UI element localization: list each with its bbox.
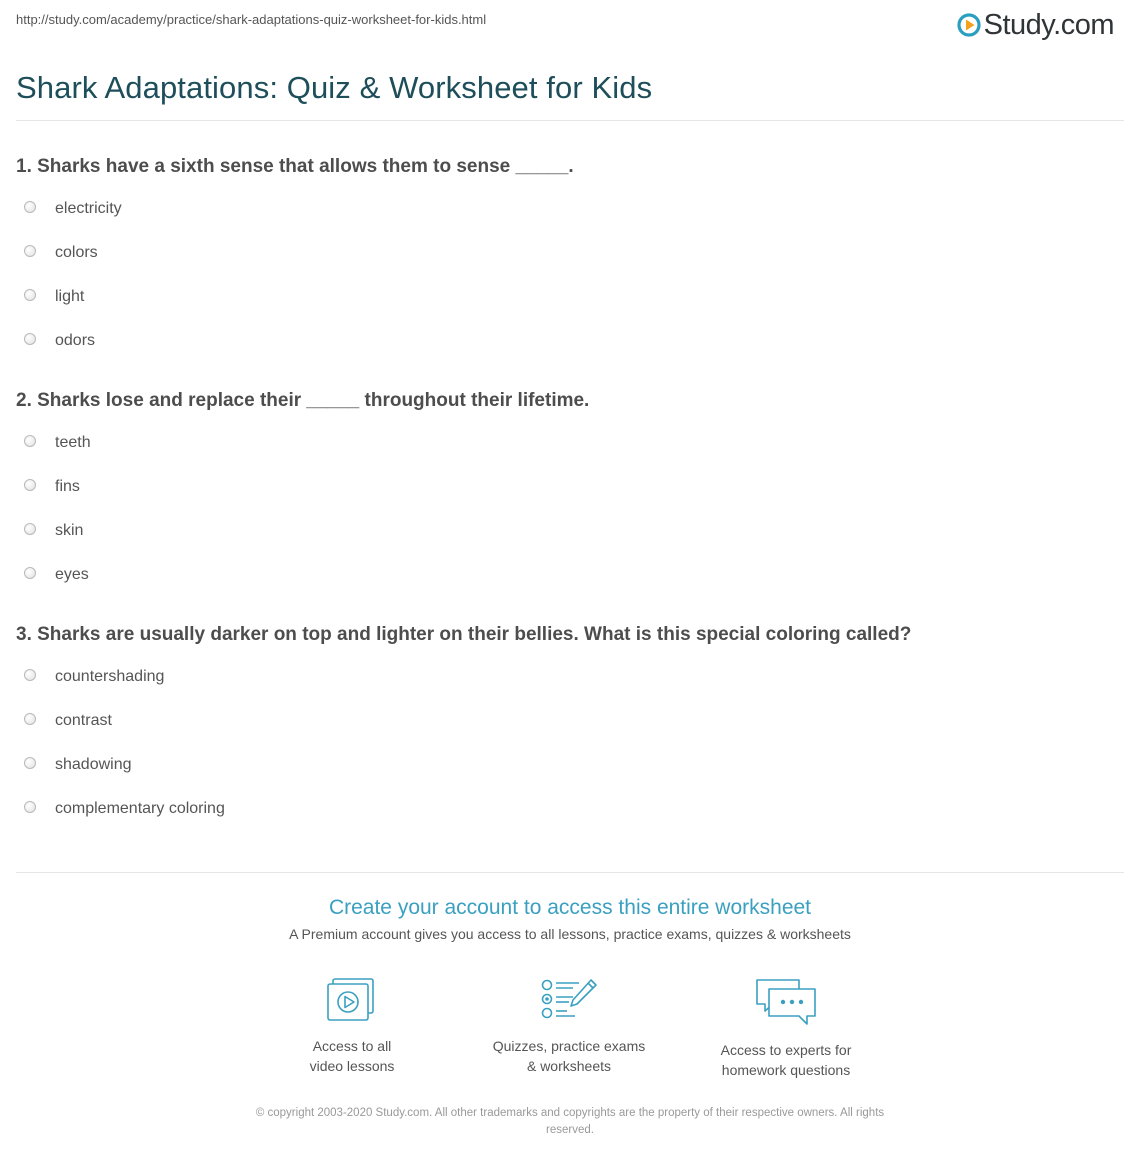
radio-button[interactable] — [24, 201, 36, 213]
answer-options — [16, 188, 1124, 364]
cta-title[interactable]: Create your account to access this entire worksheet — [328, 896, 812, 919]
radio-button[interactable] — [24, 523, 36, 535]
feature-experts — [686, 976, 886, 1080]
divider — [16, 872, 1124, 873]
page-title: Shark Adaptations: Quiz & Worksheet for Kids — [16, 70, 653, 105]
option-label: shadowing — [55, 756, 132, 773]
option-label: complementary coloring — [55, 800, 225, 817]
option-label: light — [55, 288, 85, 305]
option-label: eyes — [55, 566, 89, 583]
answer-option[interactable] — [16, 744, 1124, 788]
answer-options — [16, 422, 1124, 598]
answer-option[interactable] — [16, 422, 1124, 466]
radio-button[interactable] — [24, 567, 36, 579]
option-label: electricity — [55, 200, 122, 217]
answer-option[interactable] — [16, 510, 1124, 554]
play-circle-icon — [957, 13, 981, 37]
answer-option[interactable] — [16, 320, 1124, 364]
radio-button[interactable] — [24, 435, 36, 447]
question-2 — [16, 386, 1124, 598]
answer-option[interactable] — [16, 232, 1124, 276]
radio-button[interactable] — [24, 801, 36, 813]
study-logo[interactable] — [957, 6, 1114, 44]
logo-text: Study.com — [983, 8, 1114, 41]
radio-button[interactable] — [24, 289, 36, 301]
divider — [16, 120, 1124, 121]
feature-line: Quizzes, practice exams — [492, 1038, 646, 1054]
option-label: odors — [55, 332, 96, 349]
option-label: countershading — [55, 668, 165, 685]
radio-button[interactable] — [24, 479, 36, 491]
radio-button[interactable] — [24, 669, 36, 681]
video-lessons-icon — [324, 976, 380, 1024]
option-label: fins — [55, 478, 80, 495]
top-bar — [0, 0, 1140, 50]
option-label: contrast — [55, 712, 112, 729]
option-label: colors — [55, 244, 98, 261]
radio-button[interactable] — [24, 713, 36, 725]
feature-line: Access to all — [312, 1038, 392, 1054]
feature-video-lessons — [252, 976, 452, 1076]
page-url: http://study.com/academy/practice/shark-adaptations-quiz-worksheet-for-kids.html — [16, 12, 487, 27]
answer-option[interactable] — [16, 656, 1124, 700]
feature-line: video lessons — [309, 1058, 395, 1074]
answer-option[interactable] — [16, 276, 1124, 320]
answer-options — [16, 656, 1124, 832]
quiz-checklist-icon — [539, 976, 599, 1024]
radio-button[interactable] — [24, 757, 36, 769]
chat-experts-icon — [753, 976, 819, 1028]
option-label: skin — [55, 522, 84, 539]
question-text: 2. Sharks lose and replace their _____ throughout their lifetime. — [16, 390, 590, 411]
answer-option[interactable] — [16, 466, 1124, 510]
answer-option[interactable] — [16, 554, 1124, 598]
radio-button[interactable] — [24, 333, 36, 345]
copyright — [210, 1105, 930, 1139]
feature-quizzes — [469, 976, 669, 1076]
radio-button[interactable] — [24, 245, 36, 257]
answer-option[interactable] — [16, 700, 1124, 744]
question-text: 3. Sharks are usually darker on top and lighter on their bellies. What is this special coloring called? — [16, 624, 912, 645]
question-text: 1. Sharks have a sixth sense that allows them to sense _____. — [16, 156, 574, 177]
question-3 — [16, 620, 1124, 832]
copyright-line: © copyright 2003-2020 Study.com. All other trademarks and copyrights are the property of their respective owners. All rights — [255, 1107, 885, 1119]
feature-line: Access to experts for — [720, 1042, 852, 1058]
cta-subtitle: A Premium account gives you access to all lessons, practice exams, quizzes & worksheets — [289, 926, 851, 942]
copyright-line: reserved. — [546, 1124, 594, 1136]
option-label: teeth — [55, 434, 91, 451]
feature-line: & worksheets — [526, 1058, 612, 1074]
feature-line: homework questions — [721, 1062, 851, 1078]
quiz-questions — [16, 152, 1124, 832]
question-1 — [16, 152, 1124, 364]
answer-option[interactable] — [16, 188, 1124, 232]
answer-option[interactable] — [16, 788, 1124, 832]
